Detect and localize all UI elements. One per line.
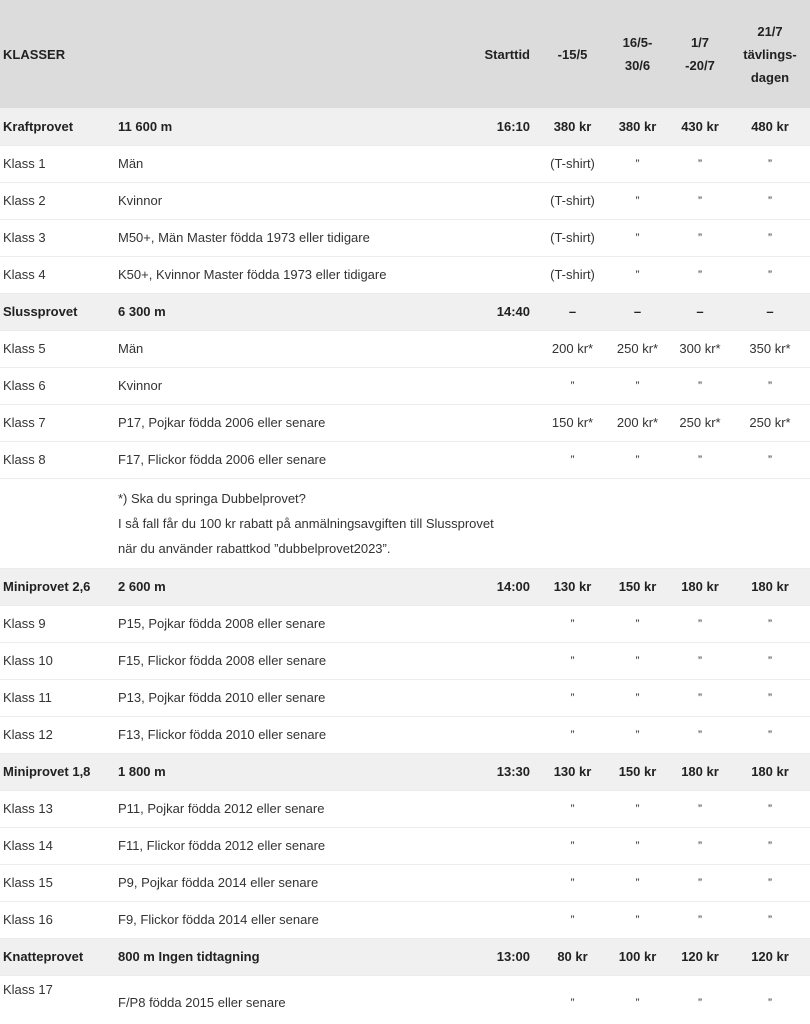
price-cell: ” xyxy=(605,864,670,901)
price-cell: ” xyxy=(605,605,670,642)
price-cell: ” xyxy=(768,996,772,1010)
header-period-2-line: 30/6 xyxy=(624,58,651,73)
table-row xyxy=(0,182,810,219)
price-cell: ” xyxy=(540,827,605,864)
class-description: Kvinnor xyxy=(115,182,480,219)
group-name: Miniprovet 1,8 xyxy=(0,753,115,790)
price-cell: 350 kr* xyxy=(730,330,810,367)
table-row xyxy=(0,827,810,864)
price-cell: 300 kr* xyxy=(670,330,730,367)
class-name: Klass 6 xyxy=(0,367,115,404)
price-cell: ” xyxy=(605,182,670,219)
note-line: *) Ska du springa Dubbelprovet? xyxy=(118,490,306,506)
price-cell: (T-shirt) xyxy=(540,256,605,293)
price-cell: ” xyxy=(670,441,730,478)
class-description: F15, Flickor födda 2008 eller senare xyxy=(115,642,480,679)
start-time xyxy=(480,975,540,1020)
table-row xyxy=(0,975,810,1020)
start-time xyxy=(480,790,540,827)
table-row xyxy=(0,605,810,642)
price-cell: (T-shirt) xyxy=(540,145,605,182)
start-time: 14:00 xyxy=(480,568,540,605)
class-name: Klass 5 xyxy=(0,330,115,367)
price-cell: ” xyxy=(670,642,730,679)
price-cell: ” xyxy=(730,642,810,679)
start-time xyxy=(480,642,540,679)
note-line: I så fall får du 100 kr rabatt på anmälningsavgiften till Slussprovet xyxy=(118,515,494,531)
note-spacer xyxy=(0,478,115,568)
table-row xyxy=(0,679,810,716)
price-cell: ” xyxy=(670,827,730,864)
price-cell: ” xyxy=(570,996,575,1010)
class-description: P11, Pojkar födda 2012 eller senare xyxy=(115,790,480,827)
price-cell: ” xyxy=(605,256,670,293)
price-cell: 200 kr* xyxy=(605,404,670,441)
group-name: Knatteprovet xyxy=(0,938,115,975)
start-time xyxy=(480,441,540,478)
class-name: Klass 3 xyxy=(0,219,115,256)
start-time xyxy=(480,605,540,642)
group-row xyxy=(0,108,810,145)
class-description: K50+, Kvinnor Master födda 1973 eller tidigare xyxy=(115,256,480,293)
class-description: P13, Pojkar födda 2010 eller senare xyxy=(115,679,480,716)
class-name: Klass 9 xyxy=(0,605,115,642)
group-distance: 800 m Ingen tidtagning xyxy=(115,938,480,975)
class-description: F9, Flickor födda 2014 eller senare xyxy=(115,901,480,938)
start-time xyxy=(480,679,540,716)
price-cell: ” xyxy=(730,256,810,293)
price-cell: 100 kr xyxy=(605,938,670,975)
group-row xyxy=(0,753,810,790)
table-row xyxy=(0,441,810,478)
price-cell: ” xyxy=(730,864,810,901)
price-cell: – xyxy=(670,293,730,330)
header-period-2 xyxy=(605,0,670,108)
price-cell: ” xyxy=(635,996,640,1010)
class-description: P9, Pojkar födda 2014 eller senare xyxy=(115,864,480,901)
class-name: Klass 15 xyxy=(0,864,115,901)
table-row xyxy=(0,367,810,404)
price-cell: – xyxy=(605,293,670,330)
start-time xyxy=(480,256,540,293)
start-time xyxy=(480,827,540,864)
start-time xyxy=(480,864,540,901)
class-name: Klass 11 xyxy=(0,679,115,716)
price-cell: 130 kr xyxy=(540,753,605,790)
header-period-3-line: 1/7 xyxy=(690,35,710,50)
class-name: Klass 14 xyxy=(0,827,115,864)
price-cell: ” xyxy=(605,145,670,182)
start-time xyxy=(480,219,540,256)
class-name: Klass 2 xyxy=(0,182,115,219)
price-cell: ” xyxy=(670,679,730,716)
price-cell: ” xyxy=(730,679,810,716)
price-cell: ” xyxy=(670,367,730,404)
price-cell: ” xyxy=(605,679,670,716)
table-row xyxy=(0,219,810,256)
price-cell: – xyxy=(730,293,810,330)
table-row xyxy=(0,330,810,367)
price-cell: ” xyxy=(730,145,810,182)
price-cell: ” xyxy=(730,901,810,938)
note-line: när du använder rabattkod ”dubbelprovet2023”. xyxy=(118,540,391,556)
group-name: Kraftprovet xyxy=(0,108,115,145)
price-cell: 120 kr xyxy=(670,938,730,975)
table-row xyxy=(0,790,810,827)
price-cell: 130 kr xyxy=(540,568,605,605)
price-cell: ” xyxy=(540,441,605,478)
table-body xyxy=(0,108,810,1020)
table-row xyxy=(0,642,810,679)
note-text xyxy=(115,478,810,568)
price-cell: ” xyxy=(698,996,702,1010)
price-cell: ” xyxy=(605,827,670,864)
class-name: Klass 13 xyxy=(0,790,115,827)
price-cell: (T-shirt) xyxy=(540,219,605,256)
price-cell: ” xyxy=(670,182,730,219)
price-cell: ” xyxy=(730,219,810,256)
class-description: F11, Flickor födda 2012 eller senare xyxy=(115,827,480,864)
class-name: Klass 7 xyxy=(0,404,115,441)
class-name: Klass 1 xyxy=(0,145,115,182)
price-cell: ” xyxy=(540,716,605,753)
price-cell: ” xyxy=(540,901,605,938)
price-cell: ” xyxy=(540,679,605,716)
price-cell: ” xyxy=(730,716,810,753)
price-cell: 120 kr xyxy=(730,938,810,975)
price-cell: 80 kr xyxy=(540,938,605,975)
header-starttid: Starttid xyxy=(484,46,530,62)
price-cell: ” xyxy=(670,901,730,938)
header-spacer xyxy=(115,0,480,108)
table-row xyxy=(0,864,810,901)
class-description: M50+, Män Master födda 1973 eller tidigare xyxy=(115,219,480,256)
price-cell: 180 kr xyxy=(670,568,730,605)
price-cell: 180 kr xyxy=(730,753,810,790)
group-row xyxy=(0,293,810,330)
start-time xyxy=(480,145,540,182)
class-description: P17, Pojkar födda 2006 eller senare xyxy=(115,404,480,441)
price-cell: ” xyxy=(730,367,810,404)
class-description: Män xyxy=(115,145,480,182)
price-cell: ” xyxy=(540,605,605,642)
price-cell: ” xyxy=(605,441,670,478)
price-cell: 200 kr* xyxy=(540,330,605,367)
price-cell: ” xyxy=(670,145,730,182)
price-cell: 250 kr* xyxy=(730,404,810,441)
class-name: Klass 16 xyxy=(0,901,115,938)
header-period-2-line: 16/5- xyxy=(622,35,653,50)
header-period-4-line: tävlings- xyxy=(743,46,797,62)
price-cell: ” xyxy=(730,605,810,642)
price-cell: 250 kr* xyxy=(670,404,730,441)
group-row xyxy=(0,568,810,605)
start-time xyxy=(480,182,540,219)
price-cell: 480 kr xyxy=(730,108,810,145)
price-cell: ” xyxy=(670,256,730,293)
class-name: Klass 10 xyxy=(0,642,115,679)
header-period-3-line: -20/7 xyxy=(685,58,715,73)
start-time: 14:40 xyxy=(480,293,540,330)
group-distance: 6 300 m xyxy=(115,293,480,330)
start-time xyxy=(480,404,540,441)
price-cell: ” xyxy=(540,367,605,404)
price-cell: ” xyxy=(540,790,605,827)
start-time: 13:30 xyxy=(480,753,540,790)
price-cell: ” xyxy=(540,864,605,901)
header-klasser: KLASSER xyxy=(3,46,66,62)
price-cell: ” xyxy=(670,219,730,256)
table-header-row xyxy=(0,0,810,108)
table-row xyxy=(0,716,810,753)
price-cell: ” xyxy=(730,827,810,864)
group-name: Miniprovet 2,6 xyxy=(0,568,115,605)
price-cell: ” xyxy=(670,790,730,827)
price-cell: 250 kr* xyxy=(605,330,670,367)
table-row xyxy=(0,404,810,441)
table-row xyxy=(0,256,810,293)
start-time xyxy=(480,901,540,938)
table-row xyxy=(0,901,810,938)
note-row xyxy=(0,478,810,568)
header-period-1 xyxy=(540,0,605,108)
price-cell: ” xyxy=(670,716,730,753)
start-time xyxy=(480,330,540,367)
header-period-4-line: 21/7 xyxy=(757,23,783,39)
price-cell: ” xyxy=(605,642,670,679)
start-time: 16:10 xyxy=(480,108,540,145)
price-cell: 380 kr xyxy=(540,108,605,145)
group-distance: 2 600 m xyxy=(115,568,480,605)
group-name: Slussprovet xyxy=(0,293,115,330)
group-distance: 11 600 m xyxy=(115,108,480,145)
price-cell: 380 kr xyxy=(605,108,670,145)
price-cell: 150 kr* xyxy=(540,404,605,441)
price-cell: ” xyxy=(540,642,605,679)
price-cell: ” xyxy=(605,367,670,404)
class-description: F/P8 födda 2015 eller senare xyxy=(118,995,286,1010)
price-cell: 180 kr xyxy=(730,568,810,605)
class-description: F17, Flickor födda 2006 eller senare xyxy=(115,441,480,478)
class-name: Klass 8 xyxy=(0,441,115,478)
table-row xyxy=(0,145,810,182)
price-cell: ” xyxy=(730,182,810,219)
start-time xyxy=(480,367,540,404)
start-time xyxy=(480,716,540,753)
price-cell: 150 kr xyxy=(605,753,670,790)
group-distance: 1 800 m xyxy=(115,753,480,790)
price-cell: ” xyxy=(605,716,670,753)
header-period-3 xyxy=(670,0,730,108)
class-description: Kvinnor xyxy=(115,367,480,404)
price-cell: 150 kr xyxy=(605,568,670,605)
class-name: Klass 12 xyxy=(0,716,115,753)
price-cell: – xyxy=(540,293,605,330)
price-cell: ” xyxy=(670,864,730,901)
group-row xyxy=(0,938,810,975)
class-description: P15, Pojkar födda 2008 eller senare xyxy=(115,605,480,642)
price-cell: ” xyxy=(605,901,670,938)
price-cell: 180 kr xyxy=(670,753,730,790)
price-cell: ” xyxy=(730,790,810,827)
class-description: F13, Flickor födda 2010 eller senare xyxy=(115,716,480,753)
price-cell: (T-shirt) xyxy=(540,182,605,219)
header-period-1-line: -15/5 xyxy=(557,46,588,62)
header-period-4-line: dagen xyxy=(750,69,790,85)
price-cell: 430 kr xyxy=(670,108,730,145)
class-name: Klass 4 xyxy=(0,256,115,293)
class-description: Män xyxy=(115,330,480,367)
price-cell: ” xyxy=(605,790,670,827)
price-cell: ” xyxy=(605,219,670,256)
header-period-4 xyxy=(730,0,810,108)
class-name: Klass 17 xyxy=(3,981,53,997)
price-cell: ” xyxy=(670,605,730,642)
start-time: 13:00 xyxy=(480,938,540,975)
price-cell: ” xyxy=(730,441,810,478)
